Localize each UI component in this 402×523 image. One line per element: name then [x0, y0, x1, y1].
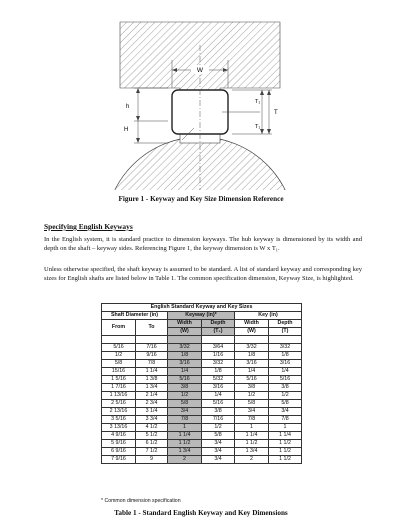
table-row	[102, 456, 302, 464]
paragraph-standard: Unless otherwise specified, the shaft keyway is assumed to be standard. A list of standard keyway and corresponding key sizes for English shafts are listed below in Table 1. The common specification dimension, Keyway Size, is highlighted.	[44, 266, 362, 282]
table-row	[102, 352, 302, 360]
shaft-from-cell: 15/16	[102, 368, 136, 376]
key-width-cell: 5/8	[235, 400, 269, 408]
keyway-diagram	[0, 0, 402, 195]
shaft-to-cell: 3 3/4	[136, 416, 168, 424]
key-depth-symbol: (T)	[269, 328, 302, 336]
table-row	[102, 376, 302, 384]
key-width-cell: 7/8	[235, 416, 269, 424]
table-row	[102, 432, 302, 440]
keyway-width-cell: 3/32	[168, 344, 202, 352]
shaft-to-cell: 9	[136, 456, 168, 464]
shaft-from-cell: 2 5/16	[102, 400, 136, 408]
keyway-group-header: Keyway (in)*	[168, 312, 235, 320]
shaft-from-cell: 5/8	[102, 360, 136, 368]
key-depth-cell: 3/4	[269, 408, 302, 416]
keyway-depth-cell: 3/8	[202, 408, 235, 416]
shaft-to-cell: 6 1/2	[136, 440, 168, 448]
key-group-header: Key (in)	[235, 312, 302, 320]
table-row	[102, 344, 302, 352]
key-width-cell: 3/8	[235, 384, 269, 392]
key-width-cell: 1/4	[235, 368, 269, 376]
table-row	[102, 368, 302, 376]
table-caption: Table 1 - Standard English Keyway and Key Dimensions	[114, 509, 288, 517]
keyway-width-symbol: (W)	[168, 328, 202, 336]
keyway-width-cell: 1 3/4	[168, 448, 202, 456]
keyway-width-cell: 7/8	[168, 416, 202, 424]
key-depth-cell: 1 1/4	[269, 432, 302, 440]
table-footnote: * Common dimension specification	[101, 498, 181, 504]
table-row	[102, 440, 302, 448]
shaft-to-cell: 7/16	[136, 344, 168, 352]
to-header: To	[136, 320, 168, 336]
table-row	[102, 384, 302, 392]
keyway-width-cell: 1 1/2	[168, 440, 202, 448]
key-width-cell: 2	[235, 456, 269, 464]
table-row	[102, 448, 302, 456]
key-depth-cell: 1 1/2	[269, 456, 302, 464]
keyway-depth-cell: 5/8	[202, 432, 235, 440]
shaft-to-cell: 1 3/8	[136, 376, 168, 384]
shaft-from-cell: 5/16	[102, 344, 136, 352]
table-row	[102, 400, 302, 408]
shaft-to-cell: 3 1/4	[136, 408, 168, 416]
shaft-to-cell: 1 1/4	[136, 368, 168, 376]
keyway-depth-cell: 3/4	[202, 440, 235, 448]
key-depth-cell: 1/2	[269, 392, 302, 400]
h-label: h	[126, 104, 130, 110]
key-depth-cell: 1/8	[269, 352, 302, 360]
keyway-table-container	[101, 303, 301, 464]
key-width-cell: 3/16	[235, 360, 269, 368]
keyway-width-cell: 3/4	[168, 408, 202, 416]
keyway-depth-cell: 3/32	[202, 360, 235, 368]
t1-top-label: T₁	[255, 99, 261, 105]
key-width-cell: 3/32	[235, 344, 269, 352]
section-title: Specifying English Keyways	[44, 222, 133, 231]
key-depth-cell: 5/16	[269, 376, 302, 384]
keyway-width-cell: 3/8	[168, 384, 202, 392]
key-depth-cell: 1	[269, 424, 302, 432]
keyway-table	[101, 303, 302, 464]
shaft-from-cell: 1 7/16	[102, 384, 136, 392]
key-width-header: Width	[235, 320, 269, 328]
key-depth-cell: 7/8	[269, 416, 302, 424]
shaft-from-cell: 2 13/16	[102, 408, 136, 416]
t-label: T	[274, 110, 278, 116]
keyway-depth-cell: 3/4	[202, 456, 235, 464]
key-width-cell: 1 1/4	[235, 432, 269, 440]
shaft-to-cell: 9/16	[136, 352, 168, 360]
shaft-from-cell: 7 9/16	[102, 456, 136, 464]
keyway-depth-cell: 5/16	[202, 400, 235, 408]
table-row	[102, 416, 302, 424]
shaft-from-cell: 1 13/16	[102, 392, 136, 400]
t1-bottom-label: T₁	[255, 124, 261, 130]
shaft-to-cell: 2 3/4	[136, 400, 168, 408]
shaft-to-cell: 4 1/2	[136, 424, 168, 432]
key-depth-cell: 1 1/2	[269, 448, 302, 456]
keyway-width-cell: 1	[168, 424, 202, 432]
key-width-cell: 1/2	[235, 392, 269, 400]
shaft-from-cell: 1/2	[102, 352, 136, 360]
shaft-group-header: Shaft Diameter (in)	[102, 312, 168, 320]
key-depth-cell: 1 1/2	[269, 440, 302, 448]
keyway-width-cell: 3/16	[168, 360, 202, 368]
keyway-depth-cell: 7/16	[202, 416, 235, 424]
keyway-depth-cell: 3/64	[202, 344, 235, 352]
shaft-to-cell: 1 3/4	[136, 384, 168, 392]
shaft-from-cell: 3 5/16	[102, 416, 136, 424]
key-width-cell: 1	[235, 424, 269, 432]
keyway-depth-symbol: (T₁)	[202, 328, 235, 336]
shaft-to-cell: 7 1/2	[136, 448, 168, 456]
keyway-depth-cell: 1/4	[202, 392, 235, 400]
from-header: From	[102, 320, 136, 336]
keyway-depth-cell: 1/2	[202, 424, 235, 432]
spacer-row	[102, 336, 302, 344]
shaft-from-cell: 4 9/16	[102, 432, 136, 440]
shaft-from-cell: 1 5/16	[102, 376, 136, 384]
shaft-from-cell: 6 9/16	[102, 448, 136, 456]
keyway-depth-cell: 5/32	[202, 376, 235, 384]
key-width-cell: 1/8	[235, 352, 269, 360]
keyway-width-cell: 2	[168, 456, 202, 464]
key-width-cell: 5/16	[235, 376, 269, 384]
shaft-to-cell: 2 1/4	[136, 392, 168, 400]
keyway-width-cell: 5/8	[168, 400, 202, 408]
key-depth-cell: 3/16	[269, 360, 302, 368]
shaft-from-cell: 5 9/16	[102, 440, 136, 448]
table-row	[102, 360, 302, 368]
keyway-width-cell: 1/2	[168, 392, 202, 400]
shaft-to-cell: 5 1/2	[136, 432, 168, 440]
keyway-depth-cell: 3/4	[202, 448, 235, 456]
key-width-symbol: (W)	[235, 328, 269, 336]
keyway-width-cell: 1 1/4	[168, 432, 202, 440]
table-row	[102, 408, 302, 416]
keyway-width-cell: 1/4	[168, 368, 202, 376]
table-title: English Standard Keyway and Key Sizes	[102, 304, 302, 312]
shaft-from-cell: 3 13/16	[102, 424, 136, 432]
keyway-width-cell: 1/8	[168, 352, 202, 360]
H-label: H	[124, 127, 129, 133]
keyway-depth-header: Depth	[202, 320, 235, 328]
w-label: W	[196, 67, 204, 74]
figure-caption: Figure 1 - Keyway and Key Size Dimension Reference	[118, 195, 284, 203]
key-width-cell: 1 1/2	[235, 440, 269, 448]
keyway-depth-cell: 3/16	[202, 384, 235, 392]
keyway-width-header: Width	[168, 320, 202, 328]
keyway-width-cell: 5/16	[168, 376, 202, 384]
shaft-to-cell: 7/8	[136, 360, 168, 368]
table-row	[102, 424, 302, 432]
keyway-depth-cell: 1/8	[202, 368, 235, 376]
keyway-depth-cell: 1/16	[202, 352, 235, 360]
paragraph-intro: In the English system, it is standard practice to dimension keyways. The hub keyway is dimensioned by its width and depth on the shaft – keyway sides. Referencing Figure 1, the keyway dimension is W x T₁.	[44, 236, 362, 252]
key-width-cell: 1 3/4	[235, 448, 269, 456]
table-row	[102, 392, 302, 400]
key-depth-header: Depth	[269, 320, 302, 328]
key-depth-cell: 1/4	[269, 368, 302, 376]
key-depth-cell: 3/32	[269, 344, 302, 352]
key-width-cell: 3/4	[235, 408, 269, 416]
key-depth-cell: 3/8	[269, 384, 302, 392]
key-depth-cell: 5/8	[269, 400, 302, 408]
